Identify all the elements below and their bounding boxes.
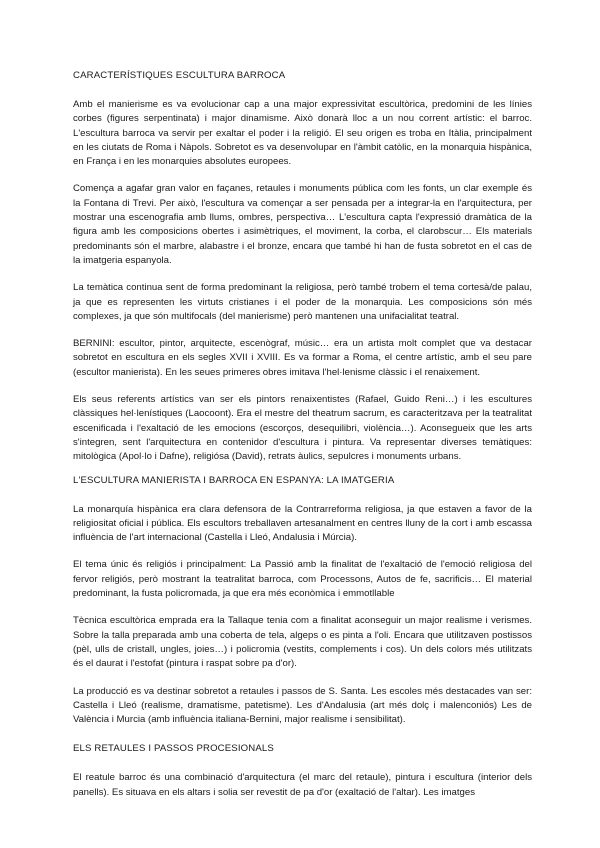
section-heading-spain-imatgeria: L'ESCULTURA MANIERISTA I BARROCA EN ESPANYA: LA IMATGERIA: [73, 474, 395, 486]
section-heading-retaules: ELS RETAULES I PASSOS PROCESIONALS: [73, 743, 274, 755]
section-heading-characteristics: CARACTERÍSTIQUES ESCULTURA BARROCA: [73, 70, 286, 81]
paragraph: La producció es va destinar sobretot a retaules i passos de S. Santa. Les escoles més destacades van ser: Castella i Lleó (realisme, dramatisme, patetisme). Les d'Andalusia (art més dolç i malenconiós) Les de València i Murcia (amb influència italiana-Bernini, major realisme i sensibilitat).: [73, 685, 532, 726]
paragraph: Tècnica escultòrica emprada era la Tallaque tenia com a finalitat aconseguir un major realisme i verismes. Sobre la talla preparada amb una coberta de tela, algeps o es pinta a l'oli. Encara que utilitzaven postissos (pèl, ulls de cristall, ungles, joies…) i policromia (vestits, complements i cos). Un dels colors més utilitzats és el daurat i l'estofat (pintura i raspat sobre pa d'or).: [73, 615, 532, 670]
paragraph: El tema únic és religiós i principalment: La Passió amb la finalitat de l'exaltació de l'emoció religiosa del fervor religiós, però mostrant la teatralitat barroca, com Processons, Autos de fe, sacrificis… El material predominant, la fusta policromada, ja que era més econòmica i emmotllable: [73, 559, 532, 600]
paragraph: BERNINI: escultor, pintor, arquitecte, escenògraf, músic… era un artista molt complet que va destacar sobretot en escultura en els segles XVII i XVIII. Es va formar a Roma, el centre artístic, amb el seu pare (escultor manierista). En les seues primeres obres imitava l'hel·lenisme clàssic i el renaixement.: [73, 338, 532, 378]
paragraph: Comença a agafar gran valor en façanes, retaules i monuments pública com les fonts, un clar exemple és la Fontana di Trevi. Per això, l'escultura va començar a ser pensada per a integrar-la en l'arquitectura, per mostrar una escenografia amb llums, ombres, perspectiva… L'escultura capta l'expressió dramàtica de la figura amb les composicions obertes i asimètriques, el moviment, la corba, el clarobscur… Els materials predominants són el marbre, alabastre i el bronze, encara que també hi han de fusta sobretot en el cas de la imatgeria espanyola.: [73, 183, 532, 266]
paragraph: Amb el manierisme es va evolucionar cap a una major expressivitat escultòrica, predomini de les línies corbes (figures serpentinata) i major dinamisme. Això donarà lloc a un nou corrent artístic: el barroc. L'escultura barroca va servir per exaltar el poder i la religió. El seu origen es troba en Itàlia, principalment en les ciutats de Roma i Nàpols. Sobretot es va desenvolupar en l'àmbit catòlic, en la monarquia hispànica, en França i en les monarquies absolutes europees.: [73, 99, 532, 168]
paragraph: Els seus referents artístics van ser els pintors renaixentistes (Rafael, Guido Reni…) i les escultures clàssiques hel·lenístiques (Laocoont). Era el mestre del theatrum sacrum, es caracteritzava per la teatralitat escenificada i l'exaltació de les emocions (escorços, desequilibri, violència…). Aconsegueix que les arts s'integren, sent l'arquitectura en contenidor d'escultura i pintura. Va representar diverses temàtiques: mitològica (Apol·lo i Dafne), religiósa (David), retrats àulics, sepulcres i monuments urbans.: [73, 394, 532, 463]
paragraph: La temàtica continua sent de forma predominant la religiosa, però també trobem el tema cortesà/de palau, ja que es representen les virtuts cristianes i el poder de la monarquia. Les composicions són més complexes, ja que són multifocals (del manierisme) però mantenen una unifacialitat teatral.: [73, 282, 532, 322]
paragraph: La monarquía hispànica era clara defensora de la Contrarreforma religiosa, ja que estaven a favor de la religiositat oficial i pública. Els escultors treballaven artesanalment en centres lluny de la cort i amb escassa influència de l'art internacional (Castella i Lleó, Andalusia i Múrcia).: [73, 503, 532, 544]
paragraph: El reatule barroc és una combinació d'arquitectura (el marc del retaule), pintura i escultura (interior dels panells). Es situava en els altars i solia ser revestit de pa d'or (exaltació de l'altar). Les imatges: [73, 772, 532, 798]
